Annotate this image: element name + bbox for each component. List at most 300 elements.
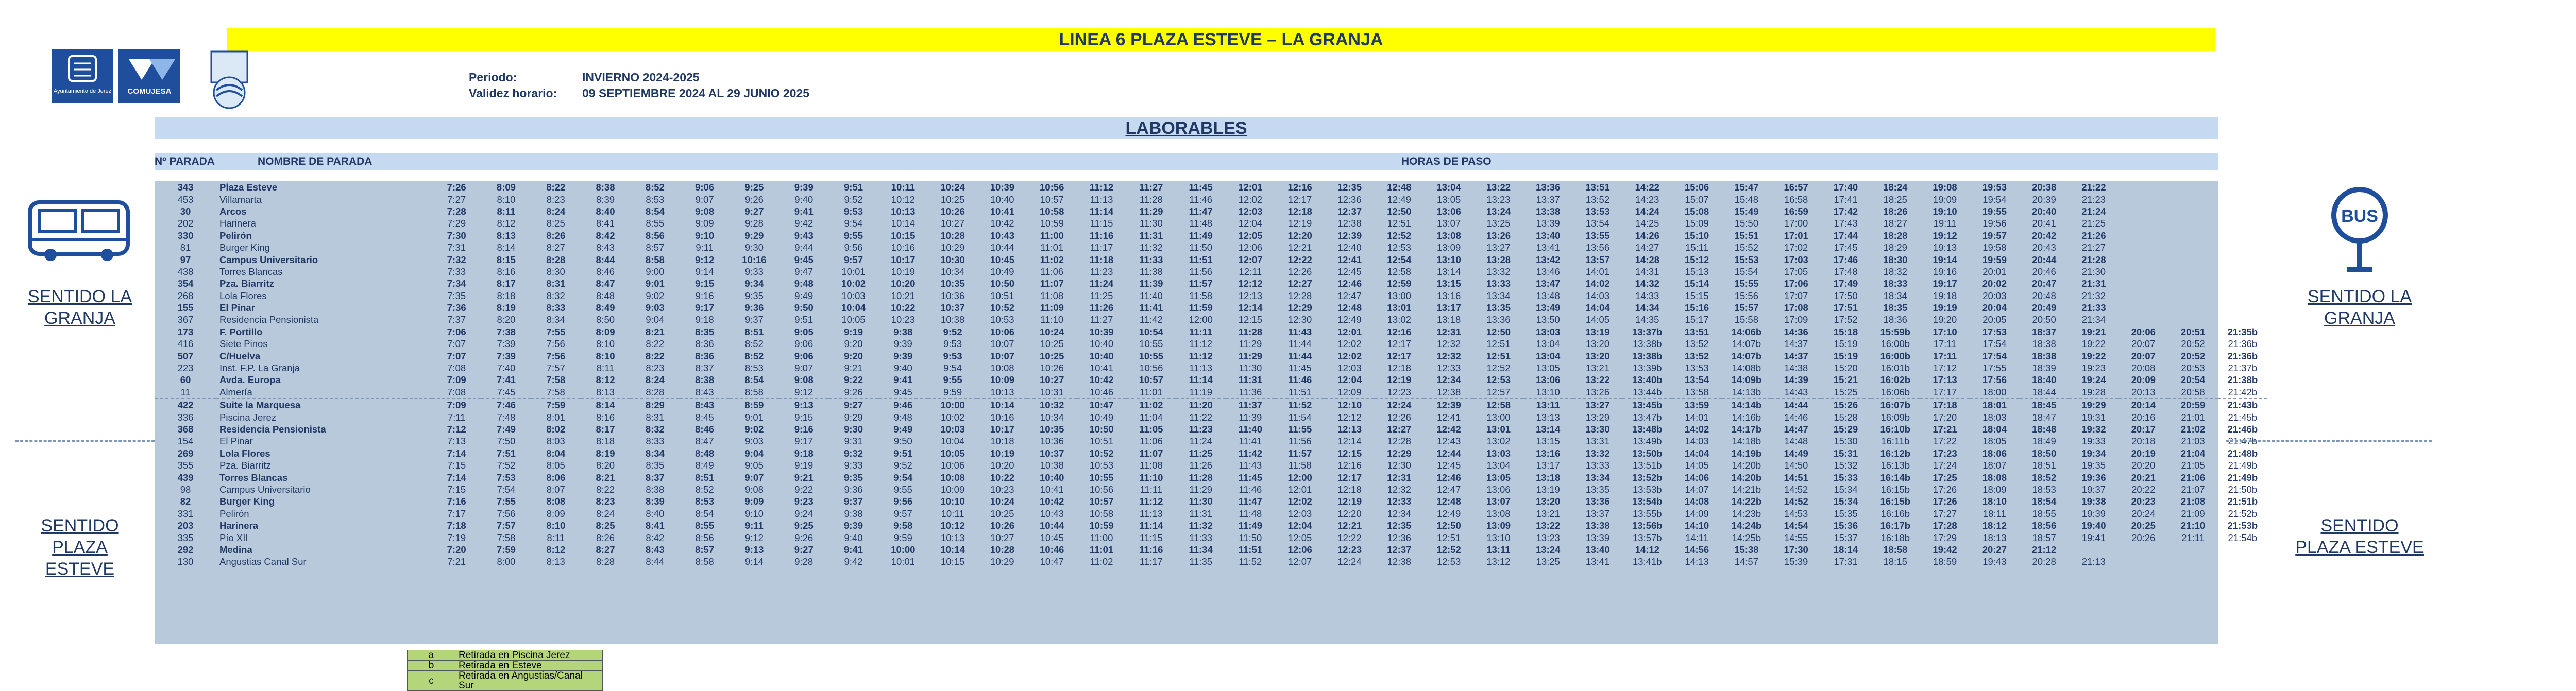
time-cell: 12:31 xyxy=(1387,472,1412,483)
time-cell: 16:57 xyxy=(1784,182,1808,193)
time-cell: 10:40 xyxy=(1089,338,1114,350)
time-cell: 10:01 xyxy=(841,266,866,277)
time-cell: 9:08 xyxy=(744,483,764,495)
time-cell: 9:11 xyxy=(744,520,764,531)
time-cell: 12:49 xyxy=(1337,314,1362,325)
time-cell: 20:09 xyxy=(2131,374,2156,386)
time-cell: 11:16 xyxy=(1139,544,1163,555)
time-cell: 20:49 xyxy=(2031,302,2057,314)
time-cell: 10:25 xyxy=(940,194,965,205)
empty-cell xyxy=(2218,181,2267,193)
time-cell: 19:41 xyxy=(2081,532,2106,543)
time-cell: 10:14 xyxy=(990,400,1015,411)
time-cell: 7:17 xyxy=(447,508,466,519)
time-cell: 10:35 xyxy=(940,278,965,289)
time-cell: 8:53 xyxy=(744,362,764,374)
time-cell: 9:00 xyxy=(646,266,665,277)
comujesa-text: COMUJESA xyxy=(127,87,172,96)
time-cell: 12:50 xyxy=(1486,326,1511,337)
time-cell: 8:26 xyxy=(596,532,615,543)
time-cell: 10:21 xyxy=(891,290,915,301)
time-cell: 18:32 xyxy=(1883,266,1907,277)
time-cell: 11:48 xyxy=(1189,218,1213,229)
time-cell: 17:28 xyxy=(1933,520,1957,531)
time-cell: 10:44 xyxy=(990,242,1014,253)
time-cell: 12:32 xyxy=(1436,350,1461,361)
time-cell: 13:04 xyxy=(1536,350,1561,361)
stop-code: 416 xyxy=(177,338,194,350)
time-cell: 7:14 xyxy=(447,447,466,459)
time-cell: 14:56 xyxy=(1684,544,1709,555)
time-cell: 18:28 xyxy=(1883,230,1908,241)
time-cell: 11:43 xyxy=(1288,326,1312,337)
time-cell: 12:00 xyxy=(1287,472,1312,483)
time-cell: 18:30 xyxy=(1883,254,1908,265)
empty-cell xyxy=(2218,266,2267,278)
time-cell: 12:40 xyxy=(1337,242,1362,253)
time-cell: 12:28 xyxy=(1387,436,1411,447)
time-cell: 20:04 xyxy=(1982,302,2007,314)
time-cell: 9:18 xyxy=(695,314,714,325)
time-cell: 10:39 xyxy=(1089,326,1114,337)
stop-code: 269 xyxy=(177,447,194,459)
time-cell: 12:19 xyxy=(1288,218,1312,229)
stop-code: 422 xyxy=(177,400,194,411)
time-cell: 8:52 xyxy=(744,350,764,361)
time-cell: 18:56 xyxy=(2031,520,2057,531)
time-cell: 17:29 xyxy=(1933,532,1957,543)
time-cell: 12:48 xyxy=(1337,302,1362,314)
time-cell: 8:31 xyxy=(646,411,665,423)
time-cell: 14:21b xyxy=(1732,483,1761,495)
time-cell: 20:14 xyxy=(2131,400,2156,411)
row-gap xyxy=(405,290,432,302)
time-cell: 19:28 xyxy=(2069,386,2119,399)
time-cell: 13:25 xyxy=(1486,218,1511,229)
time-cell: 12:48 xyxy=(1436,496,1461,507)
time-cell: 11:32 xyxy=(1189,520,1213,531)
time-cell: 14:49 xyxy=(1784,447,1808,459)
time-cell: 20:41 xyxy=(2032,218,2056,229)
time-cell: 20:48 xyxy=(2032,290,2056,301)
time-cell: 10:10 xyxy=(940,496,965,507)
time-cell: 9:23 xyxy=(794,496,814,507)
time-cell: 12:10 xyxy=(1337,400,1362,411)
time-cell: 20:17 xyxy=(2131,424,2156,435)
time-cell: 9:15 xyxy=(695,278,715,289)
time-cell: 19:11 xyxy=(1933,218,1957,229)
time-cell: 8:55 xyxy=(646,218,665,229)
time-cell: 9:28 xyxy=(794,556,814,567)
time-cell: 7:33 xyxy=(447,266,466,277)
time-cell: 12:34 xyxy=(1436,374,1461,386)
time-cell: 9:43 xyxy=(794,230,814,241)
time-cell: 14:02 xyxy=(1684,424,1709,435)
time-cell: 10:53 xyxy=(990,314,1014,325)
time-cell: 8:27 xyxy=(546,242,565,253)
time-cell: 14:36 xyxy=(1784,326,1808,337)
time-cell: 14:10 xyxy=(1684,520,1709,531)
row-gap xyxy=(405,338,432,350)
periodo-label: Periodo: xyxy=(469,71,517,84)
time-cell: 15:09 xyxy=(1685,218,1709,229)
time-cell: 7:51 xyxy=(496,447,516,459)
time-cell: 16:15b xyxy=(1880,483,1910,495)
time-cell: 9:07 xyxy=(695,194,714,205)
time-cell: 8:19 xyxy=(596,447,615,459)
time-cell: 10:06 xyxy=(940,460,965,471)
time-cell: 12:51 xyxy=(1486,350,1511,361)
time-cell: 12:50 xyxy=(1387,205,1412,217)
time-cell: 15:29 xyxy=(1833,424,1858,435)
time-cell: 9:59 xyxy=(928,386,977,399)
time-cell: 10:03 xyxy=(940,424,965,435)
time-cell: 10:04 xyxy=(841,302,866,314)
page-title: LINEA 6 PLAZA ESTEVE – LA GRANJA xyxy=(227,28,2215,51)
time-cell: 18:07 xyxy=(1982,460,2007,471)
time-cell: 12:58 xyxy=(1486,400,1511,411)
table-row xyxy=(155,326,2267,338)
empty-cell xyxy=(2119,556,2168,567)
time-cell: 14:05 xyxy=(1585,314,1610,325)
time-cell: 8:38 xyxy=(646,483,665,495)
time-cell: 11:11 xyxy=(1189,326,1213,337)
time-cell: 18:36 xyxy=(1883,314,1907,325)
row-gap xyxy=(405,495,432,507)
time-cell: 9:07 xyxy=(794,362,814,374)
time-cell: 9:53 xyxy=(943,338,962,350)
time-cell: 14:35 xyxy=(1635,314,1659,325)
stop-code: 368 xyxy=(177,424,194,435)
stop-name: Residencia Pensionista xyxy=(219,314,319,325)
time-cell: 9:46 xyxy=(893,400,913,411)
time-cell: 8:46 xyxy=(596,266,615,277)
empty-cell xyxy=(2119,314,2168,325)
time-cell: 16:00b xyxy=(1880,350,1911,361)
time-cell: 20:16 xyxy=(2131,411,2156,423)
time-cell: 11:24 xyxy=(1089,278,1114,289)
time-cell: 10:40 xyxy=(990,194,1014,205)
time-cell: 10:00 xyxy=(940,400,965,411)
time-cell: 14:02 xyxy=(1585,278,1610,289)
stop-name: Plaza Esteve xyxy=(219,182,278,193)
time-cell: 8:49 xyxy=(596,302,615,314)
time-cell: 12:20 xyxy=(1337,508,1362,519)
time-cell: 7:53 xyxy=(496,472,516,483)
time-cell: 12:21 xyxy=(1288,242,1312,253)
time-cell: 11:29 xyxy=(1139,205,1163,217)
time-cell: 7:27 xyxy=(447,194,466,205)
timetable xyxy=(155,181,2258,644)
time-cell: 12:24 xyxy=(1387,400,1412,411)
row-gap xyxy=(405,483,432,495)
time-cell: 9:15 xyxy=(794,411,814,423)
time-cell: 7:14 xyxy=(447,472,466,483)
time-cell: 11:39 xyxy=(1239,411,1262,423)
time-cell: 7:38 xyxy=(496,326,516,337)
timetable-grid xyxy=(155,181,2267,568)
row-gap xyxy=(405,241,432,253)
time-cell: 9:29 xyxy=(844,411,863,423)
time-cell: 13:27 xyxy=(1486,242,1511,253)
time-cell: 20:58 xyxy=(2168,386,2217,399)
time-cell: 11:11 xyxy=(1140,483,1163,495)
header-horas-paso: HORAS DE PASO xyxy=(1401,156,1492,167)
table-row xyxy=(155,459,2267,471)
time-cell: 11:13 xyxy=(1090,194,1113,205)
direction-top-left: SENTIDO LA GRANJA xyxy=(27,287,132,328)
time-cell: 9:38 xyxy=(844,508,863,519)
time-cell: 21:36b xyxy=(2228,338,2258,350)
time-cell: 13:26 xyxy=(1573,386,1622,399)
row-gap xyxy=(405,253,432,265)
empty-cell xyxy=(2119,193,2168,205)
time-cell: 16:09b xyxy=(1880,411,1910,423)
time-cell: 14:31 xyxy=(1635,266,1659,277)
time-cell: 13:04 xyxy=(1486,460,1511,471)
time-cell: 13:18 xyxy=(1436,314,1461,325)
time-cell: 18:47 xyxy=(2032,411,2056,423)
time-cell: 8:53 xyxy=(646,194,665,205)
time-cell: 13:30 xyxy=(1585,424,1610,435)
time-cell: 13:21 xyxy=(1536,508,1560,519)
time-cell: 10:02 xyxy=(940,411,965,423)
empty-cell xyxy=(2218,556,2267,567)
time-cell: 13:03 xyxy=(1536,326,1561,337)
time-cell: 7:57 xyxy=(546,362,565,374)
time-cell: 17:12 xyxy=(1933,362,1957,374)
time-cell: 14:51 xyxy=(1784,472,1808,483)
time-cell: 21:47b xyxy=(2228,436,2258,447)
time-cell: 9:41 xyxy=(844,544,863,555)
time-cell: 13:07 xyxy=(1486,496,1511,507)
stop-name: Harinera xyxy=(219,218,256,229)
time-cell: 7:54 xyxy=(497,483,516,495)
time-cell: 10:15 xyxy=(891,230,916,241)
time-cell: 11:55 xyxy=(1288,424,1312,435)
row-gap xyxy=(405,205,432,217)
stop-name: Arcos xyxy=(219,205,247,217)
time-cell: 14:27 xyxy=(1635,242,1659,253)
time-cell: 7:16 xyxy=(447,496,466,507)
time-cell: 10:45 xyxy=(990,254,1015,265)
empty-cell xyxy=(2218,302,2267,314)
time-cell: 14:52 xyxy=(1784,483,1808,495)
time-cell: 15:33 xyxy=(1833,472,1858,483)
empty-cell xyxy=(2218,230,2267,241)
time-cell: 20:42 xyxy=(2031,230,2057,241)
direction-top-right: SENTIDO LA GRANJA xyxy=(2307,287,2412,328)
time-cell: 12:43 xyxy=(1436,436,1461,447)
time-cell: 9:22 xyxy=(844,374,863,386)
time-cell: 17:27 xyxy=(1933,508,1957,519)
stop-name: Avda. Europa xyxy=(219,374,281,386)
time-cell: 8:18 xyxy=(497,290,516,301)
time-cell: 18:38 xyxy=(2031,350,2057,361)
time-cell: 8:10 xyxy=(497,194,516,205)
time-cell: 9:11 xyxy=(696,242,714,253)
time-cell: 13:33 xyxy=(1486,278,1511,289)
stop-name: Torres Blancas xyxy=(219,472,288,483)
time-cell: 8:36 xyxy=(695,338,714,350)
stop-name: El Pinar xyxy=(219,436,253,447)
time-cell: 9:51 xyxy=(893,447,913,459)
time-cell: 15:20 xyxy=(1834,362,1858,374)
time-cell: 7:32 xyxy=(447,254,466,265)
time-cell: 18:53 xyxy=(2032,483,2056,495)
time-cell: 12:06 xyxy=(1238,242,1263,253)
time-cell: 10:36 xyxy=(1040,436,1064,447)
empty-cell xyxy=(2119,205,2168,217)
time-cell: 13:18 xyxy=(1536,472,1561,483)
time-cell: 19:12 xyxy=(1933,230,1957,241)
time-cell: 12:17 xyxy=(1387,350,1412,361)
time-cell: 7:37 xyxy=(447,314,466,325)
time-cell: 9:06 xyxy=(794,338,814,350)
time-cell: 13:13 xyxy=(1536,411,1560,423)
time-cell: 7:58 xyxy=(497,532,516,543)
time-cell: 7:31 xyxy=(447,242,466,253)
time-cell: 20:44 xyxy=(2031,254,2057,265)
table-row xyxy=(155,495,2267,507)
time-cell: 12:53 xyxy=(1387,242,1411,253)
time-cell: 8:56 xyxy=(695,532,714,543)
time-cell: 10:05 xyxy=(940,447,965,459)
time-cell: 15:51 xyxy=(1734,230,1759,241)
time-cell: 14:19b xyxy=(1731,447,1762,459)
time-cell: 14:03 xyxy=(1685,436,1709,447)
empty-cell xyxy=(2218,290,2267,302)
time-cell: 17:10 xyxy=(1933,326,1957,337)
time-cell: 9:25 xyxy=(794,520,814,531)
time-cell: 15:34 xyxy=(1834,483,1858,495)
time-cell: 18:52 xyxy=(2031,472,2057,483)
time-cell: 12:30 xyxy=(1288,314,1312,325)
time-cell: 11:29 xyxy=(1238,350,1263,361)
time-cell: 11:31 xyxy=(1139,230,1163,241)
time-cell: 11:47 xyxy=(1189,205,1213,217)
time-cell: 15:21 xyxy=(1833,374,1858,386)
empty-cell xyxy=(2168,302,2217,314)
time-cell: 17:55 xyxy=(1982,362,2007,374)
time-cell: 11:25 xyxy=(1090,290,1113,301)
time-cell: 12:31 xyxy=(1436,326,1461,337)
stop-code: 335 xyxy=(177,532,194,543)
time-cell: 13:42 xyxy=(1536,254,1561,265)
time-cell: 14:46 xyxy=(1784,411,1808,423)
time-cell: 14:05 xyxy=(1685,460,1709,471)
time-cell: 10:57 xyxy=(1089,496,1114,507)
time-cell: 10:19 xyxy=(990,447,1015,459)
time-cell: 12:13 xyxy=(1337,424,1362,435)
stop-code: 292 xyxy=(177,544,194,555)
empty-cell xyxy=(2218,544,2267,556)
row-gap xyxy=(405,520,432,531)
time-cell: 12:01 xyxy=(1288,483,1312,495)
time-cell: 12:58 xyxy=(1387,266,1411,277)
time-cell: 15:26 xyxy=(1833,400,1858,411)
time-cell: 11:15 xyxy=(1139,532,1163,543)
time-cell: 19:39 xyxy=(2081,508,2106,519)
time-cell: 12:45 xyxy=(1337,266,1362,277)
time-cell: 12:37 xyxy=(1387,544,1412,555)
time-cell: 14:03 xyxy=(1585,290,1610,301)
stop-name: Burger King xyxy=(219,242,270,253)
stop-name: Inst. F.P. La Granja xyxy=(219,362,300,374)
time-cell: 13:50b xyxy=(1632,447,1663,459)
time-cell: 19:34 xyxy=(2081,447,2106,459)
time-cell: 13:09 xyxy=(1436,242,1461,253)
time-cell: 8:30 xyxy=(546,266,565,277)
time-cell: 13:35 xyxy=(1486,302,1511,314)
note-text: Retirada en Piscina Jerez xyxy=(455,650,603,661)
time-cell: 9:45 xyxy=(794,254,814,265)
stop-code: 202 xyxy=(177,218,194,229)
time-cell: 9:03 xyxy=(744,436,764,447)
time-cell: 8:35 xyxy=(646,460,665,471)
stop-code: 336 xyxy=(177,411,194,423)
time-cell: 13:02 xyxy=(1387,314,1411,325)
time-cell: 9:21 xyxy=(844,362,863,374)
time-cell: 10:14 xyxy=(891,218,915,229)
time-cell: 8:34 xyxy=(645,447,665,459)
time-cell: 13:02 xyxy=(1486,436,1511,447)
time-cell: 21:48b xyxy=(2227,447,2258,459)
time-cell: 13:52 xyxy=(1685,338,1709,350)
time-cell: 15:59b xyxy=(1880,326,1911,337)
time-cell: 11:31 xyxy=(1189,508,1213,519)
stop-name: Villamarta xyxy=(219,194,262,205)
time-cell: 8:04 xyxy=(546,447,566,459)
time-cell: 13:39 xyxy=(1536,218,1560,229)
time-cell: 10:41 xyxy=(1040,483,1064,495)
time-cell: 10:42 xyxy=(990,218,1014,229)
time-cell: 7:50 xyxy=(497,436,516,447)
divider-left xyxy=(15,440,155,442)
time-cell: 14:22 xyxy=(1635,182,1659,193)
time-cell: 11:49 xyxy=(1189,230,1213,241)
time-cell: 8:24 xyxy=(645,374,665,386)
stop-name: Pza. Biarritz xyxy=(219,460,271,471)
time-cell: 9:38 xyxy=(893,326,913,337)
time-cell: 18:39 xyxy=(2032,362,2056,374)
time-cell: 14:25 xyxy=(1635,218,1659,229)
time-cell: 15:58 xyxy=(1734,314,1759,325)
time-cell: 10:42 xyxy=(1089,374,1114,386)
time-cell: 13:10 xyxy=(1523,386,1573,399)
time-cell: 9:48 xyxy=(794,278,814,289)
empty-cell xyxy=(2218,241,2267,253)
time-cell: 10:56 xyxy=(1089,483,1114,495)
time-cell: 15:18 xyxy=(1833,326,1858,337)
row-gap xyxy=(405,266,432,278)
time-cell: 13:22 xyxy=(1585,374,1610,386)
time-cell: 15:36 xyxy=(1833,520,1858,531)
time-cell: 21:54b xyxy=(2228,532,2258,543)
time-cell: 14:07 xyxy=(1685,483,1709,495)
empty-cell xyxy=(2168,266,2217,278)
time-cell: 12:23 xyxy=(1375,386,1424,399)
row-gap xyxy=(405,217,432,229)
time-cell: 14:24b xyxy=(1731,520,1762,531)
time-cell: 10:41 xyxy=(1089,362,1114,374)
time-cell: 11:01 xyxy=(1126,386,1176,399)
time-cell: 8:11 xyxy=(547,532,565,543)
time-cell: 7:46 xyxy=(496,400,516,411)
time-cell: 13:05 xyxy=(1486,472,1511,483)
time-cell: 11:13 xyxy=(1189,362,1213,374)
time-cell: 14:08b xyxy=(1732,362,1761,374)
